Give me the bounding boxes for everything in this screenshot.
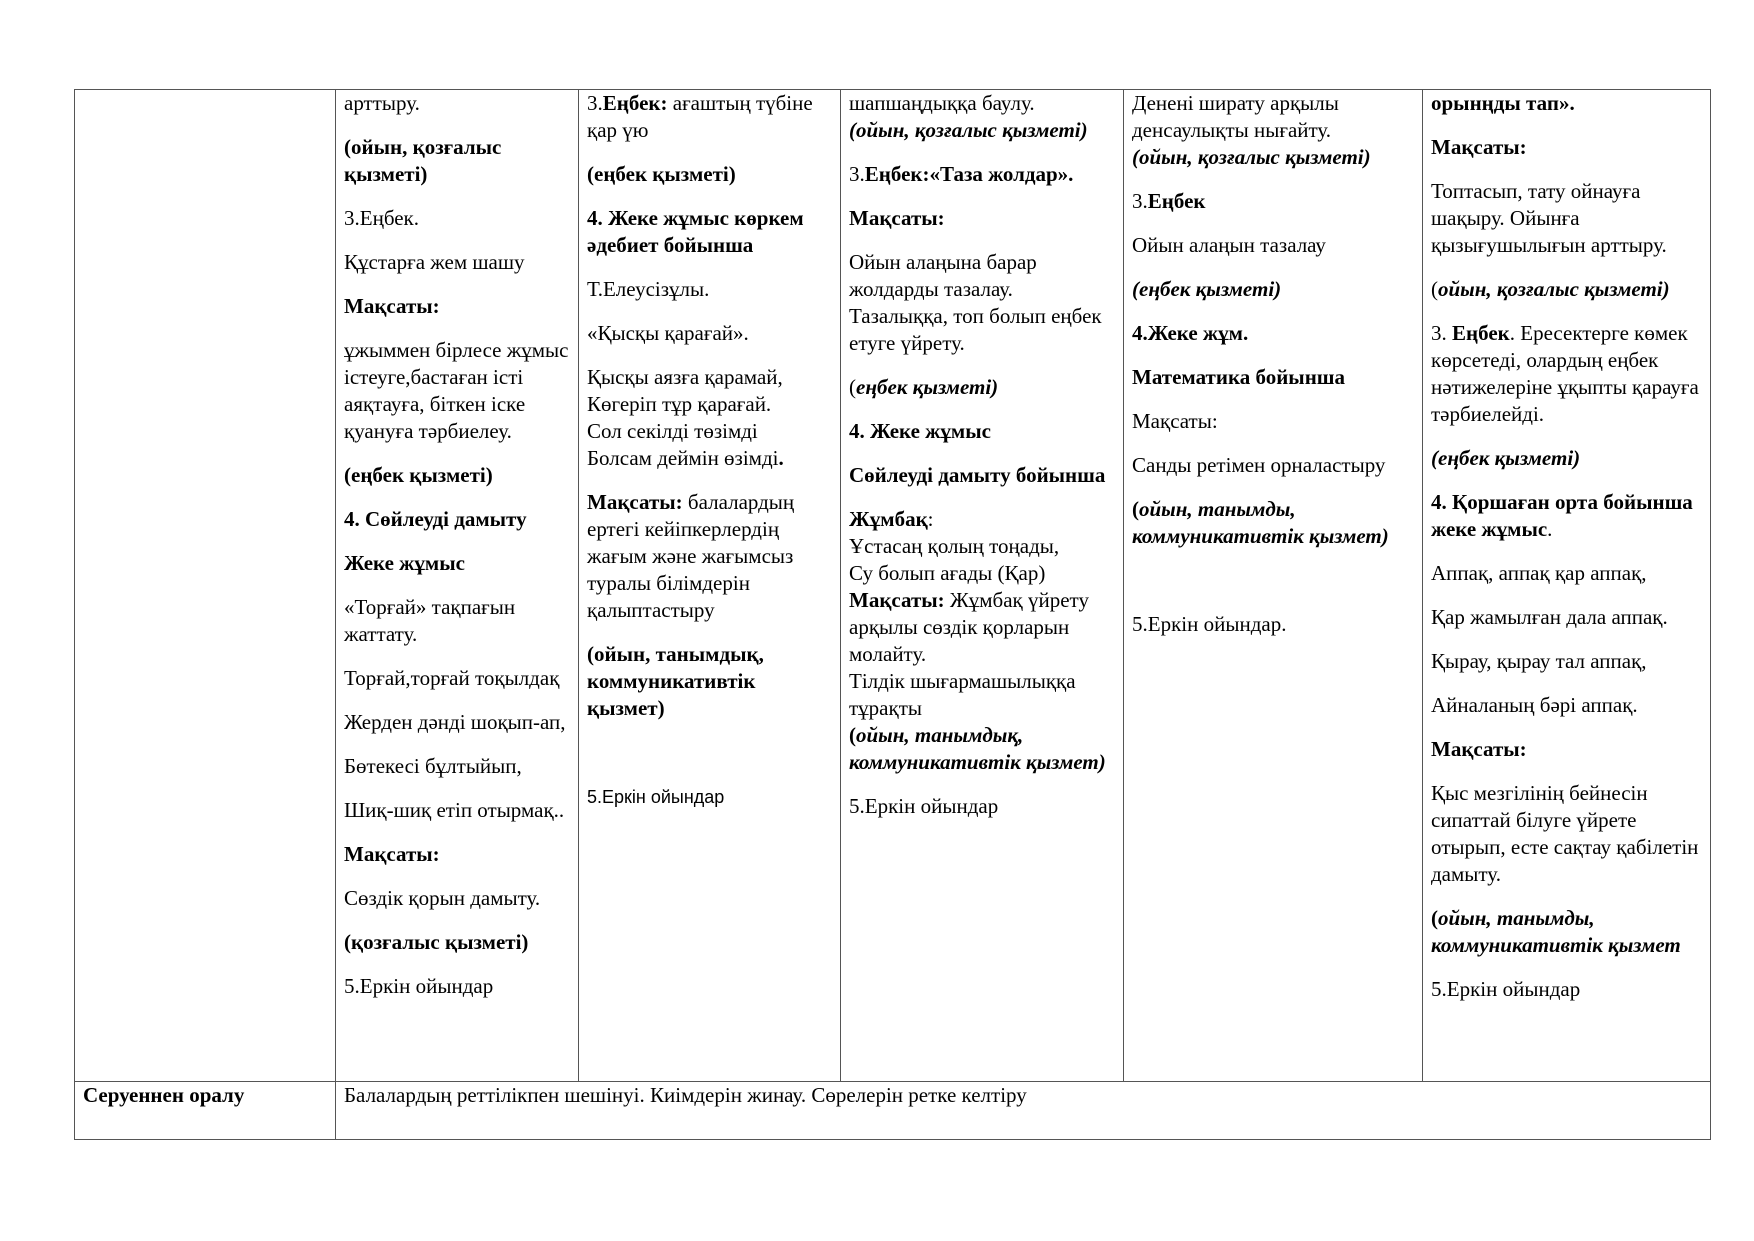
plan-table — [74, 89, 1711, 1140]
paragraph — [587, 391, 832, 418]
text-run: 4. Қоршаған орта бойынша жеке жұмыс — [1431, 490, 1693, 541]
text-run: 3. — [587, 91, 603, 115]
paragraph — [1431, 90, 1702, 117]
text-run: (еңбек қызметі) — [587, 162, 736, 186]
day-column-5 — [1423, 90, 1711, 1082]
paragraph — [1431, 648, 1702, 675]
paragraph — [1132, 90, 1414, 144]
text-run: Тілдік шығармашылыққа тұрақты — [849, 669, 1076, 720]
text-run: Т.Елеусізұлы. — [587, 277, 710, 301]
paragraph — [587, 276, 832, 303]
paragraph — [849, 462, 1115, 489]
paragraph — [849, 161, 1115, 188]
text-run: (қозғалыс қызметі) — [344, 930, 529, 954]
paragraph — [1431, 560, 1702, 587]
text-run: Аппақ, аппақ қар аппақ, — [1431, 561, 1647, 585]
text-run: 5.Еркін ойындар — [1431, 977, 1581, 1001]
paragraph — [1431, 320, 1702, 428]
text-run: ойын, танымды, коммуникативтік қызмет) — [1132, 497, 1389, 548]
paragraph — [587, 783, 832, 811]
text-run: ойын, танымды, коммуникативтік қызмет — [1431, 906, 1681, 957]
paragraph — [344, 205, 570, 232]
paragraph — [1132, 567, 1414, 594]
paragraph — [344, 709, 570, 736]
paragraph — [587, 418, 832, 445]
paragraph — [344, 841, 570, 868]
paragraph — [587, 489, 832, 624]
activities-row — [75, 90, 1711, 1082]
text-run: ойын, танымдық, коммуникативтік қызмет) — [849, 723, 1106, 774]
text-run: Сөздік қорын дамыту. — [344, 886, 541, 910]
text-run: Мақсаты: — [344, 842, 440, 866]
text-run: (ойын, қозғалыс қызметі) — [1132, 145, 1371, 169]
paragraph — [587, 161, 832, 188]
text-run: (ойын, қозғалыс қызметі) — [849, 118, 1088, 142]
text-run: 3. — [849, 162, 865, 186]
text-run: Жерден дәнді шоқып-ап, — [344, 710, 566, 734]
text-run: : — [927, 507, 934, 531]
day-column-1 — [336, 90, 579, 1082]
paragraph — [587, 205, 832, 259]
text-run: 5.Еркін ойындар — [344, 974, 494, 998]
text-run: (еңбек қызметі) — [1431, 446, 1581, 470]
paragraph — [849, 205, 1115, 232]
text-run: (еңбек қызметі) — [1132, 277, 1282, 301]
text-run: 4. Сөйлеуді дамыту — [344, 507, 527, 531]
text-run: Қырау, қырау тал аппақ, — [1431, 649, 1647, 673]
paragraph — [1431, 489, 1702, 543]
text-run: Мақсаты: — [587, 490, 683, 514]
paragraph — [344, 753, 570, 780]
paragraph — [849, 506, 1115, 533]
paragraph — [1132, 320, 1414, 347]
paragraph — [849, 90, 1115, 117]
footer-label: Серуеннен оралу — [75, 1082, 336, 1140]
text-run: еңбек қызметі) — [856, 375, 999, 399]
paragraph — [1431, 780, 1702, 888]
text-run: . — [778, 446, 784, 470]
paragraph — [344, 929, 570, 956]
paragraph — [1431, 134, 1702, 161]
paragraph — [1431, 178, 1702, 259]
text-run: Бөтекесі бұлтыйып, — [344, 754, 522, 778]
paragraph — [344, 973, 570, 1000]
text-run: Еңбек — [1147, 189, 1206, 213]
text-run: ( — [849, 375, 856, 399]
text-run: Қар жамылған дала аппақ. — [1431, 605, 1668, 629]
paragraph — [344, 293, 570, 320]
paragraph — [1132, 276, 1414, 303]
text-run: Болсам деймін өзімді — [587, 446, 779, 470]
text-run: ағаштың түбіне қар үю — [587, 91, 813, 142]
paragraph — [344, 550, 570, 577]
paragraph — [344, 134, 570, 188]
text-run: 5.Еркін ойындар. — [1132, 612, 1287, 636]
text-run: Сөйлеуді дамыту бойынша — [849, 463, 1106, 487]
day-column-2 — [579, 90, 841, 1082]
paragraph — [1431, 276, 1702, 303]
text-run: Қысқы аязға қарамай, — [587, 365, 783, 389]
text-run: (еңбек қызметі) — [344, 463, 493, 487]
text-run: Қыс мезгілінің бейнесін сипаттай білуге үйрете отырып, есте сақтау қабілетін дамыту. — [1431, 781, 1699, 886]
text-run: ( — [1431, 277, 1438, 301]
text-run: Мақсаты: — [1431, 737, 1527, 761]
text-run: ұжыммен бірлесе жұмыс істеуге,бастаған істі аяқтауға, біткен іске қуануға тәрбиелеу. — [344, 338, 569, 443]
paragraph — [849, 722, 1115, 776]
text-run: Айналаның бәрі аппақ. — [1431, 693, 1638, 717]
paragraph — [587, 445, 832, 472]
paragraph — [1431, 604, 1702, 631]
paragraph — [1431, 445, 1702, 472]
text-run: 4.Жеке жұм. — [1132, 321, 1249, 345]
text-run: Жұмбақ үйрету арқылы сөздік қорларын молайту. — [849, 588, 1089, 666]
paragraph — [344, 462, 570, 489]
text-run: Еңбек: — [602, 91, 668, 115]
text-run: . — [1547, 517, 1553, 541]
paragraph — [849, 117, 1115, 144]
paragraph — [1132, 188, 1414, 215]
return-from-walk-row — [75, 1082, 1711, 1140]
text-run: Ойын алаңын тазалау — [1132, 233, 1326, 257]
paragraph — [849, 587, 1115, 668]
text-run: ойын, қозғалыс қызметі) — [1438, 277, 1670, 301]
text-run: Еңбек — [1452, 321, 1510, 345]
column-label-cell — [75, 90, 336, 1082]
text-run: Мақсаты: — [344, 294, 440, 318]
text-run: Ойын алаңына барар жолдарды тазалау. Тазалыққа, топ болып еңбек етуге үйрету. — [849, 250, 1102, 355]
paragraph — [1132, 611, 1414, 638]
text-run: Торғай,торғай тоқылдақ — [344, 666, 560, 690]
text-run: 4. Жеке жұмыс — [849, 419, 991, 443]
text-run: Еңбек:«Таза жолдар». — [864, 162, 1074, 186]
paragraph — [587, 320, 832, 347]
paragraph — [849, 533, 1115, 560]
paragraph — [344, 594, 570, 648]
text-run: 3. — [1132, 189, 1148, 213]
text-run: арттыру. — [344, 91, 420, 115]
text-run: ( — [849, 723, 856, 747]
text-run: Ұстасаң қолың тоңады, — [849, 534, 1060, 558]
text-run: ( — [1132, 497, 1139, 521]
text-run: Санды ретімен орналастыру — [1132, 453, 1386, 477]
text-run: (ойын, танымдық, коммуникативтік қызмет) — [587, 642, 764, 720]
text-run: «Торғай» тақпағын жаттату. — [344, 595, 516, 646]
text-run: Су болып ағады (Қар) — [849, 561, 1046, 585]
paragraph — [1431, 905, 1702, 959]
paragraph — [344, 506, 570, 533]
paragraph — [849, 560, 1115, 587]
paragraph — [1132, 496, 1414, 550]
text-run: Құстарға жем шашу — [344, 250, 525, 274]
paragraph — [1132, 364, 1414, 391]
text-run: Топтасып, тату ойнауға шақыру. Ойынға қызығушылығын арттыру. — [1431, 179, 1667, 257]
paragraph — [344, 797, 570, 824]
paragraph — [344, 885, 570, 912]
paragraph — [1132, 452, 1414, 479]
paragraph — [849, 793, 1115, 820]
text-run: Мақсаты: — [849, 206, 945, 230]
text-run: орынңды тап». — [1431, 91, 1575, 115]
day-column-4 — [1124, 90, 1423, 1082]
text-run: Жеке жұмыс — [344, 551, 465, 575]
text-run: (ойын, қозғалыс қызметі) — [344, 135, 502, 186]
paragraph — [1132, 144, 1414, 171]
footer-text: Балалардың реттілікпен шешінуі. Киімдерін жинау. Сөрелерін ретке келтіру — [336, 1082, 1711, 1140]
text-run: 4. Жеке жұмыс көркем әдебиет бойынша — [587, 206, 804, 257]
paragraph — [344, 665, 570, 692]
text-run: Мақсаты: — [1132, 409, 1218, 433]
text-run: Жұмбақ — [849, 507, 928, 531]
day-column-3 — [841, 90, 1124, 1082]
text-run: «Қысқы қарағай». — [587, 321, 749, 345]
text-run: 3.Еңбек. — [344, 206, 419, 230]
text-run: ( — [1431, 906, 1438, 930]
paragraph — [344, 90, 570, 117]
text-run: балалардың ертегі кейіпкерлердің жағым және жағымсыз туралы білімдерін қалыптастыру — [587, 490, 795, 622]
text-run: Шиқ-шиқ етіп отырмақ.. — [344, 798, 565, 822]
text-run: шапшаңдыққа баулу. — [849, 91, 1035, 115]
paragraph — [1431, 692, 1702, 719]
text-run: Денені ширату арқылы денсаулықты нығайту. — [1132, 91, 1339, 142]
paragraph — [587, 641, 832, 722]
paragraph — [344, 337, 570, 445]
paragraph — [587, 90, 832, 144]
text-run: Мақсаты: — [849, 588, 945, 612]
paragraph — [1132, 232, 1414, 259]
text-run: 5.Еркін ойындар — [849, 794, 999, 818]
paragraph — [1431, 976, 1702, 1003]
paragraph — [849, 374, 1115, 401]
text-run: Мақсаты: — [1431, 135, 1527, 159]
text-run: Көгеріп тұр қарағай. — [587, 392, 772, 416]
paragraph — [849, 668, 1115, 722]
paragraph — [849, 418, 1115, 445]
paragraph — [849, 249, 1115, 357]
text-run: Сол секілді төзімді — [587, 419, 758, 443]
paragraph — [1431, 736, 1702, 763]
text-run: Математика бойынша — [1132, 365, 1346, 389]
paragraph — [587, 364, 832, 391]
text-run: 3. — [1431, 321, 1452, 345]
text-run: 5.Еркін ойындар — [587, 787, 725, 807]
paragraph — [587, 739, 832, 766]
text-run: . Ересектерге көмек көрсетеді, олардың еңбек нәтижелеріне ұқыпты қарауға тәрбиелейді. — [1431, 321, 1699, 426]
paragraph — [1132, 408, 1414, 435]
paragraph — [344, 249, 570, 276]
